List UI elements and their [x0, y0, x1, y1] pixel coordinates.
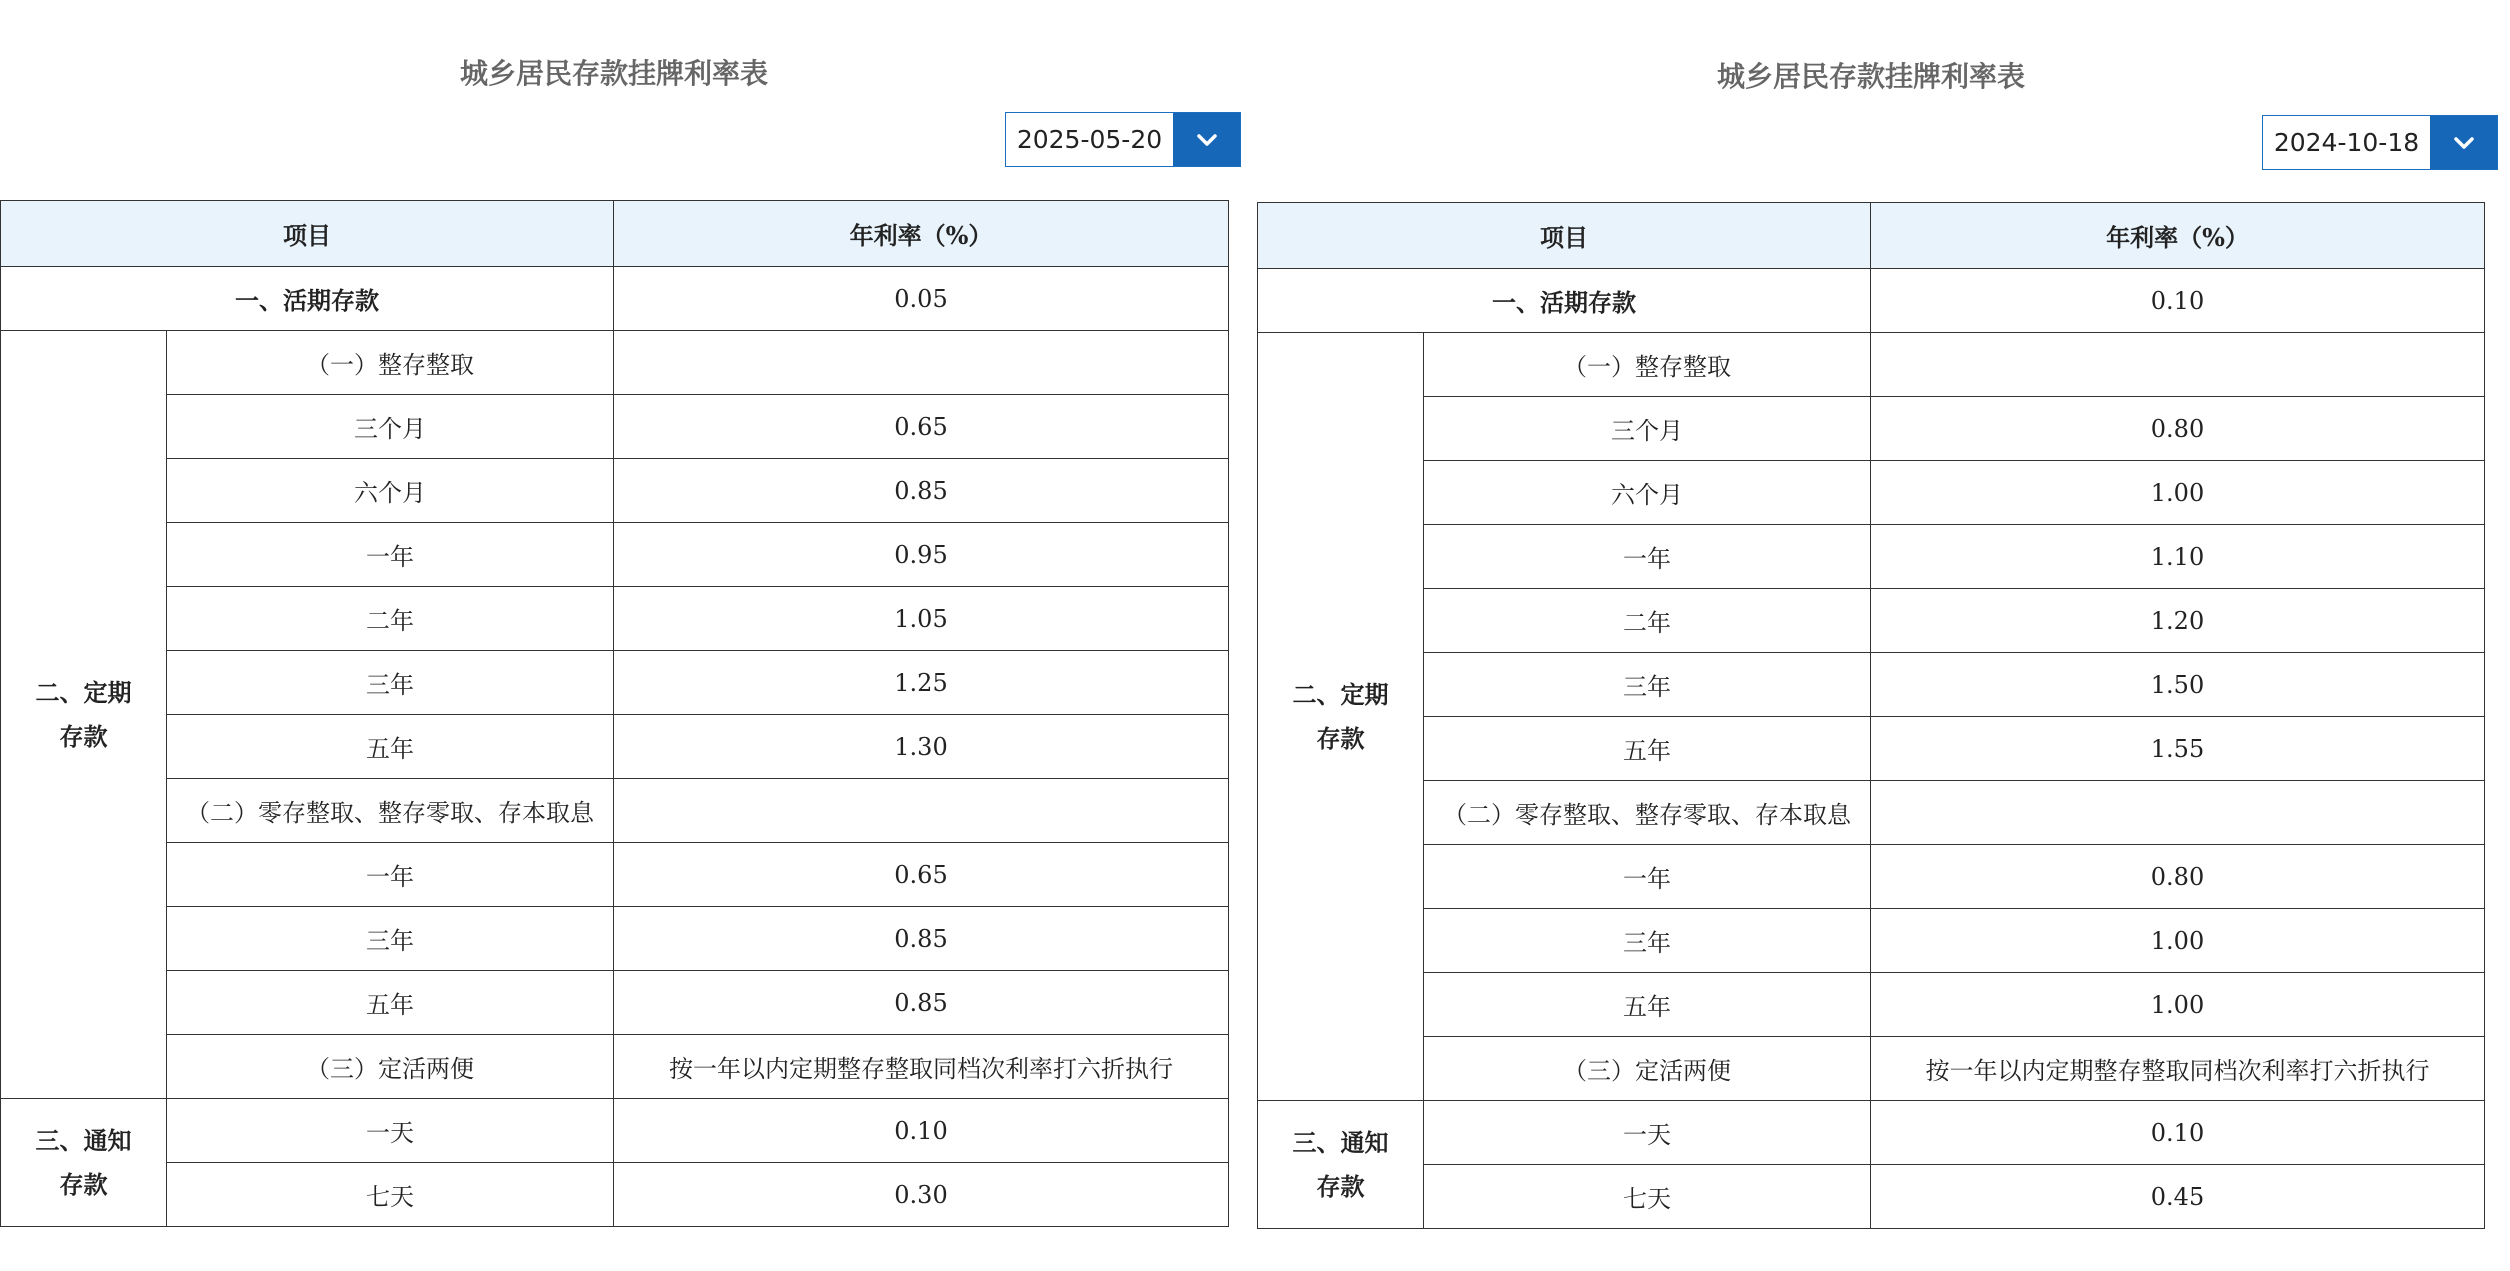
term: 三年 [1424, 909, 1871, 973]
table-header-row [1258, 203, 2485, 269]
fixed-label-text: 二、定期存款 [35, 677, 132, 751]
table-row [1, 395, 1229, 459]
date-select[interactable] [1005, 112, 1241, 167]
panel-title: 城乡居民存款挂牌利率表 [460, 57, 769, 90]
fixed-label [1258, 333, 1424, 1101]
rate: 0.80 [1871, 397, 2485, 461]
flexible-label: （三）定活两便 [167, 1035, 614, 1099]
term: 三年 [167, 907, 614, 971]
term: 七天 [1424, 1165, 1871, 1229]
date-value[interactable]: 2024-10-18 [2273, 128, 2420, 157]
term: 三年 [167, 651, 614, 715]
rate: 1.30 [614, 715, 1229, 779]
table-row [1258, 717, 2485, 781]
table-row [1, 1099, 1229, 1163]
term: 五年 [1424, 717, 1871, 781]
rate: 1.25 [614, 651, 1229, 715]
rate: 0.10 [614, 1099, 1229, 1163]
term: 三个月 [1424, 397, 1871, 461]
demand-rate: 0.10 [1871, 269, 2485, 333]
rate: 0.85 [614, 459, 1229, 523]
panel-title: 城乡居民存款挂牌利率表 [1717, 60, 2026, 93]
table-row [1, 843, 1229, 907]
table-header-row [1, 201, 1229, 267]
notice-label-text: 三、通知存款 [35, 1125, 132, 1199]
table-row [1, 779, 1229, 843]
table-row [1, 971, 1229, 1035]
rate: 1.20 [1871, 589, 2485, 653]
term: 三年 [1424, 653, 1871, 717]
rate: 1.50 [1871, 653, 2485, 717]
header-rate: 年利率（%） [1871, 203, 2485, 269]
rate-table [0, 200, 1229, 1227]
header-rate: 年利率（%） [614, 201, 1229, 267]
fixed-label [1, 331, 167, 1099]
flexible-rate: 按一年以内定期整存整取同档次利率打六折执行 [614, 1035, 1229, 1099]
zero-label: （二）零存整取、整存零取、存本取息 [1424, 781, 1871, 845]
flexible-rate: 按一年以内定期整存整取同档次利率打六折执行 [1871, 1037, 2485, 1101]
lump-label: （一）整存整取 [167, 331, 614, 395]
demand-label: 一、活期存款 [1, 267, 614, 331]
rate: 1.05 [614, 587, 1229, 651]
term: 五年 [167, 971, 614, 1035]
table-row [1258, 973, 2485, 1037]
term: 六个月 [1424, 461, 1871, 525]
rate: 0.30 [614, 1163, 1229, 1227]
chevron-down-icon [2453, 136, 2475, 150]
table-row [1258, 269, 2485, 333]
date-value[interactable]: 2025-05-20 [1016, 125, 1163, 154]
lump-rate [614, 331, 1229, 395]
term: 一天 [1424, 1101, 1871, 1165]
rate: 1.10 [1871, 525, 2485, 589]
date-dropdown-button[interactable] [2430, 116, 2497, 169]
term: 七天 [167, 1163, 614, 1227]
table-row [1, 459, 1229, 523]
table-row [1, 587, 1229, 651]
notice-label-text: 三、通知存款 [1292, 1127, 1389, 1201]
zero-rate [614, 779, 1229, 843]
demand-rate: 0.05 [614, 267, 1229, 331]
table-row [1258, 1165, 2485, 1229]
zero-label: （二）零存整取、整存零取、存本取息 [167, 779, 614, 843]
rate: 0.65 [614, 395, 1229, 459]
rate: 1.55 [1871, 717, 2485, 781]
date-dropdown-button[interactable] [1173, 113, 1240, 166]
table-row [1, 907, 1229, 971]
term: 一天 [167, 1099, 614, 1163]
term: 一年 [167, 843, 614, 907]
table-row [1258, 653, 2485, 717]
table-row [1258, 1037, 2485, 1101]
rate: 1.00 [1871, 461, 2485, 525]
table-row [1, 1163, 1229, 1227]
table-row [1, 331, 1229, 395]
table-row [1, 651, 1229, 715]
chevron-down-icon [1196, 133, 1218, 147]
header-item: 项目 [1, 201, 614, 267]
table-row [1258, 461, 2485, 525]
rate: 1.00 [1871, 973, 2485, 1037]
rate: 0.85 [614, 971, 1229, 1035]
rate: 0.45 [1871, 1165, 2485, 1229]
table-row [1, 267, 1229, 331]
fixed-label-text: 二、定期存款 [1292, 679, 1389, 753]
table-row [1258, 1101, 2485, 1165]
table-row [1258, 525, 2485, 589]
rate: 0.10 [1871, 1101, 2485, 1165]
notice-label [1258, 1101, 1424, 1229]
rate-table [1257, 202, 2485, 1229]
term: 六个月 [167, 459, 614, 523]
zero-rate [1871, 781, 2485, 845]
term: 二年 [167, 587, 614, 651]
notice-label [1, 1099, 167, 1227]
demand-label: 一、活期存款 [1258, 269, 1871, 333]
table-row [1258, 781, 2485, 845]
term: 二年 [1424, 589, 1871, 653]
rate: 0.95 [614, 523, 1229, 587]
rate: 0.65 [614, 843, 1229, 907]
table-row [1258, 909, 2485, 973]
table-row [1258, 397, 2485, 461]
date-select[interactable] [2262, 115, 2498, 170]
table-row [1, 1035, 1229, 1099]
header-item: 项目 [1258, 203, 1871, 269]
flexible-label: （三）定活两便 [1424, 1037, 1871, 1101]
table-row [1258, 589, 2485, 653]
table-row [1258, 333, 2485, 397]
term: 一年 [1424, 525, 1871, 589]
rate: 0.85 [614, 907, 1229, 971]
table-row [1, 523, 1229, 587]
term: 五年 [167, 715, 614, 779]
table-row [1, 715, 1229, 779]
lump-rate [1871, 333, 2485, 397]
term: 三个月 [167, 395, 614, 459]
term: 一年 [167, 523, 614, 587]
lump-label: （一）整存整取 [1424, 333, 1871, 397]
term: 五年 [1424, 973, 1871, 1037]
rate: 0.80 [1871, 845, 2485, 909]
rate: 1.00 [1871, 909, 2485, 973]
table-row [1258, 845, 2485, 909]
term: 一年 [1424, 845, 1871, 909]
